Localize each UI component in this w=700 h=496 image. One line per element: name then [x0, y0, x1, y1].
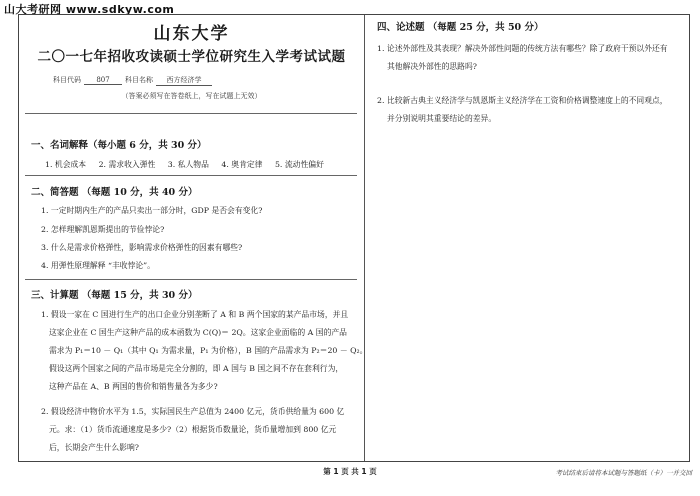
- watermark-text: 山大考研网 www.sdkyw.com: [4, 3, 175, 16]
- term-item: 1. 机会成本: [45, 160, 87, 169]
- term-item: 2. 需求收入弹性: [98, 160, 156, 169]
- right-column: [365, 15, 689, 461]
- section-rule: [25, 175, 357, 176]
- term-item: 3. 私人物品: [167, 160, 209, 169]
- short-question-2: 2. 怎样理解凯恩斯提出的节俭悖论?: [41, 225, 165, 234]
- term-item: 5. 流动性偏好: [274, 160, 324, 169]
- short-question-1: 1. 一定时期内生产的产品只卖出一部分时，GDP 是否会有变化?: [41, 206, 263, 215]
- calc-q2-line: 2. 假设经济中物价水平为 1.5，实际国民生产总值为 2400 亿元，货币供给量为 600 亿: [41, 407, 345, 416]
- short-question-3: 3. 什么是需求价格弹性，影响需求价格弹性的因素有哪些?: [41, 243, 243, 252]
- code-value: 807: [84, 76, 122, 85]
- essay-q1-line: 其他解决外部性的思路吗?: [387, 62, 477, 71]
- calc-q2-line: 后，长期会产生什么影响?: [49, 443, 139, 452]
- calc-q1-line: 假设这两个国家之间的产品市场是完全分割的，即 A 国与 B 国之间不存在套利行为，: [49, 364, 344, 373]
- essay-q2-line: 2. 比较新古典主义经济学与凯恩斯主义经济学在工资和价格调整速度上的不同观点，: [377, 96, 668, 105]
- essay-q1-line: 1. 论述外部性及其表现？解决外部性问题的传统方法有哪些？除了政府干预以外还有: [377, 44, 668, 53]
- subject-label: 科目名称: [125, 76, 153, 84]
- subject-code-line: [53, 75, 215, 86]
- short-answer-heading: 二、简答题 （每题 10 分，共 40 分）: [31, 187, 198, 198]
- calc-q1-line: 需求为 P₁＝10 － Q₁（其中 Q₁ 为需求量，P₁ 为价格），B 国的产品需求为 P₂＝20 － Q₂。: [49, 346, 368, 355]
- exam-title: 二〇一七年招收攻读硕士学位研究生入学考试试题: [37, 49, 346, 65]
- calc-q1-line: 这家企业在 C 国生产这种产品的成本函数为 C(Q)＝ 2Q。这家企业面临的 A 国的产品: [49, 328, 347, 337]
- footer-note: 考试结束后请将本试题与答题纸（卡）一并交回: [555, 469, 692, 477]
- calc-q1-line: 1. 假设一家在 C 国进行生产的出口企业分别垄断了 A 和 B 两个国家的某产品市场，并且: [41, 310, 349, 319]
- essay-heading: 四、论述题 （每题 25 分，共 50 分）: [377, 22, 544, 33]
- calc-q1-line: 这种产品在 A、B 两国的售价和销售量各为多少?: [49, 382, 218, 391]
- essay-q2-line: 并分别说明其重要结论的差异。: [387, 114, 497, 123]
- terms-list: [45, 159, 334, 170]
- section-rule: [25, 279, 357, 280]
- page-number: 第 1 页 共 1 页: [323, 467, 377, 476]
- short-question-4: 4. 用弹性原理解释 “丰收悖论”。: [41, 261, 155, 270]
- calc-heading: 三、计算题 （每题 15 分，共 30 分）: [31, 290, 198, 301]
- left-column: [19, 15, 368, 461]
- code-label: 科目代码: [53, 76, 81, 84]
- university-name: 山东大学: [153, 24, 230, 44]
- terms-heading: 一、名词解释（每小题 6 分，共 30 分）: [31, 140, 207, 151]
- calc-q2-line: 元。求：（1）货币流通速度是多少?（2）根据货币数量论，货币量增加到 800 亿元: [49, 425, 337, 434]
- subject-value: 西方经济学: [156, 75, 212, 86]
- exam-sheet: [18, 14, 690, 462]
- answer-note: （答案必须写在答卷纸上，写在试题上无效）: [121, 92, 262, 100]
- section-rule: [25, 113, 357, 114]
- term-item: 4. 奥肯定律: [221, 160, 263, 169]
